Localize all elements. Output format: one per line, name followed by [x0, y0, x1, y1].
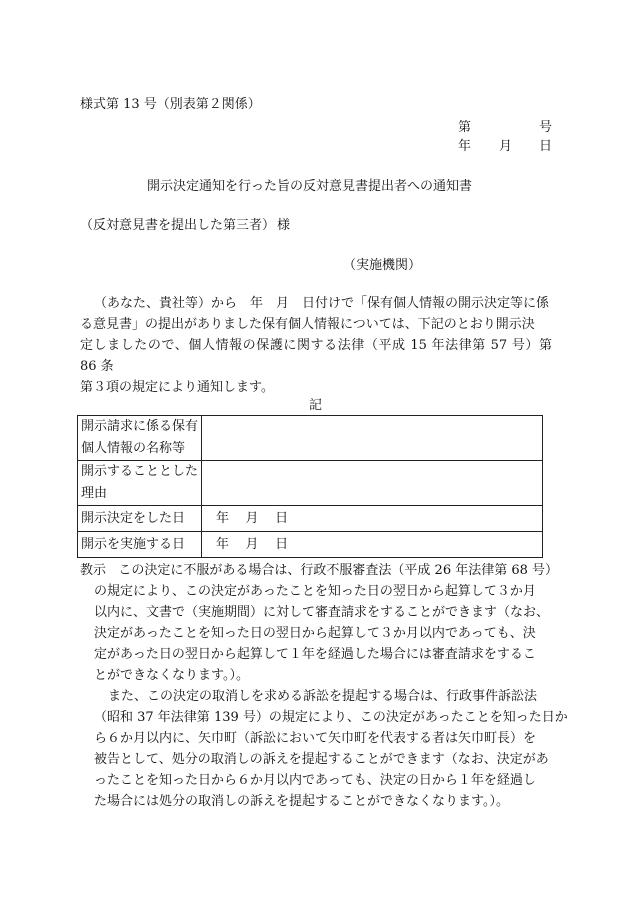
kyoji-line: この決定に不服がある場合は、行政不服審査法（平成 26 年法律第 68 号）	[118, 563, 559, 578]
recipient-honorific: 様	[277, 218, 291, 233]
date-month: 月	[245, 510, 259, 526]
date-day: 日	[275, 510, 289, 526]
kyoji-line: ったことを知った日から６か月以内であっても、決定の日から１年を経過し	[94, 773, 536, 788]
body-line: 定しましたので、個人情報の保護に関する法律（平成 15 年法律第 57 号）第 86 条	[80, 338, 552, 374]
doc-date-month: 月	[499, 139, 513, 154]
kyoji-line: 以内に、文書で（実施期間）に対して審査請求をすることができます（なお、	[94, 605, 550, 620]
recipient-name: （反対意見書を提出した第三者）	[80, 218, 276, 233]
issuer: （実施機関）	[343, 258, 422, 273]
table-row-label	[78, 506, 202, 532]
form-label: 様式第 13 号（別表第２関係）	[80, 97, 261, 112]
table-row-value	[202, 461, 543, 506]
date-year: 年	[216, 510, 230, 526]
doc-date-day: 日	[539, 139, 553, 154]
kyoji-line: （昭和 37 年法律第 139 号）の規定により、この決定があったことを知った日か	[94, 710, 568, 725]
table-row	[78, 532, 543, 558]
kyoji-line: 被告として、処分の取消しの訴えを提起することができます（なお、決定があ	[94, 752, 549, 767]
kyoji-section	[80, 560, 568, 812]
kyoji-line: また、この決定の取消しを求める訴訟を提起する場合は、行政事件訴訟法	[108, 689, 538, 704]
kyoji-label: 教示	[80, 563, 107, 578]
kyoji-line: 決定があったことを知った日の翌日から起算して３か月以内であっても、決	[94, 626, 536, 641]
label-line: 開示を実施する日	[81, 536, 186, 552]
body-line: る意見書」の提出がありました保有個人情報については、下記のとおり開示決	[80, 317, 535, 332]
doc-number-go: 号	[539, 120, 553, 135]
table-row-date	[202, 506, 543, 532]
doc-date-year: 年	[458, 139, 472, 154]
date-day: 日	[275, 536, 289, 552]
table-row-label	[78, 532, 202, 558]
date-year: 年	[216, 536, 230, 552]
kyoji-line: とができなくなります。）。	[94, 668, 249, 683]
label-line: 理由	[81, 486, 108, 501]
body-line: （あなた、貴社等）から 年 月 日付けで「保有個人情報の開示決定等に係	[94, 296, 550, 311]
table-row	[78, 461, 543, 506]
kyoji-line: ら６か月以内に、矢巾町（訴訟において矢巾町を代表する者は矢巾町長）を	[94, 731, 537, 746]
table-row-value	[202, 416, 543, 461]
label-line: 個人情報の名称等	[81, 441, 186, 456]
kyoji-line: た場合には処分の取消しの訴えを提起することができなくなります。）。	[94, 794, 509, 809]
table-row-date	[202, 532, 543, 558]
kyoji-line: 定があった日の翌日から起算して１年を経過した場合には審査請求をするこ	[94, 647, 536, 662]
label-line: 開示することとした	[81, 464, 199, 479]
body-paragraph	[80, 293, 552, 398]
kyoji-line: の規定により、この決定があったことを知った日の翌日から起算して３か月	[94, 584, 536, 599]
kyoji-first-line	[80, 560, 559, 581]
label-line: 開示決定をした日	[81, 510, 186, 526]
label-line: 開示請求に係る保有	[81, 419, 199, 434]
table-row-label	[78, 461, 202, 506]
ki-heading: 記	[309, 398, 323, 413]
table-row	[78, 506, 543, 532]
table-row-label	[78, 416, 202, 461]
table-row	[78, 416, 543, 461]
detail-table	[77, 415, 543, 558]
doc-number-dai: 第	[458, 120, 472, 135]
date-month: 月	[245, 536, 259, 552]
body-line: 第３項の規定により通知します。	[80, 380, 274, 395]
document-title: 開示決定通知を行った旨の反対意見書提出者への通知書	[147, 179, 473, 194]
